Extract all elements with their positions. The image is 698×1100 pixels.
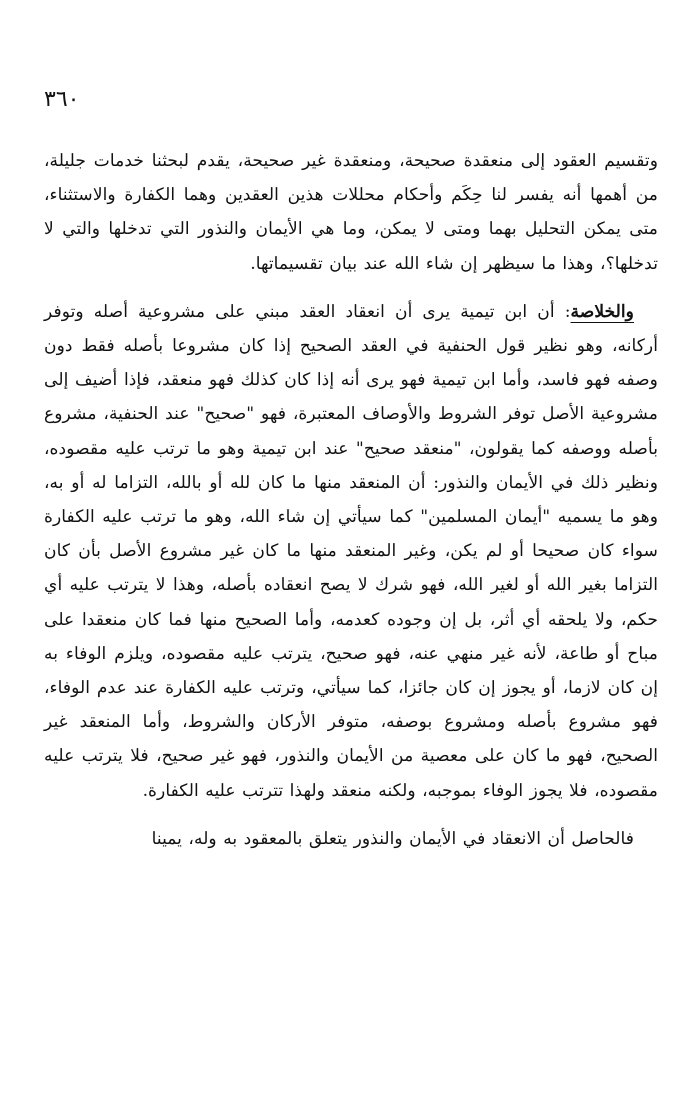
paragraph-conclusion: فالحاصل أن الانعقاد في الأيمان والنذور يتعلق بالمعقود به وله، يمينا bbox=[151, 828, 634, 849]
summary-text: : أن ابن تيمية يرى أن انعقاد العقد مبني على مشروعية أصله وتوفر أركانه، وهو نظير قول الحنفية في العقد الصحيح إذا كان مشروعا بأصله فقط دون وصفه فهو فاسد، وأما ابن تيمية فهو يرى أنه إذا كان كذلك فهو منعقد، فإذا أضيف إلى مشروعية الأصل توفر الشروط والأوصاف المعتبرة، فهو "صحيح" عند الحنفية، مشروع بأصله ووصفه كما يقولون، "منعقد صحيح" عند ابن تيمية وهو ما ترتب عليه مقصوده، ونظير ذلك في الأيمان والنذور: أن المنعقد منها ما كان لله أو بالله، التزاما له أو به، وهو ما يسميه "أيمان المسلمين" كما سيأتي إن شاء الله، وهو ما ترتب عليه الكفارة سواء كان صحيحا أو لم يكن، وغير المنعقد منها ما كان غير مشروع الأصل بأن كان التزاما بغير الله أو لغير الله، فهو شرك لا يصح انعقاده بأصله، وهذا لا يترتب عليه أي حكم، ولا يلحقه أي أثر، بل إن وجوده كعدمه، وأما الصحيح منها فما كان منعقدا على مباح أو طاعة، لأنه غير منهي عنه، فهو صحيح، يترتب عليه مقصوده، ويلزم الوفاء به إن كان لازما، أو يجوز إن كان جائزا، كما سيأتي، وترتب عليه الكفارة عند عدم الوفاء، فهو مشروع بأصله ومشروع بوصفه، متوفر الأركان والشروط، وأما المنعقد غير الصحيح، فهو ما كان على معصية من الأيمان والنذور، فهو غير صحيح، فلا يترتب عليه مقصوده، فلا يجوز الوفاء بموجبه، ولكنه منعقد ولهذا تترتب عليه الكفارة. bbox=[44, 301, 658, 801]
paragraph-summary bbox=[44, 295, 658, 808]
summary-keyword: والخلاصة bbox=[570, 301, 634, 322]
body-text bbox=[44, 144, 658, 870]
paragraph-intro: وتقسيم العقود إلى منعقدة صحيحة، ومنعقدة غير صحيحة، يقدم لبحثنا خدمات جليلة، من أهمها أنه يفسر لنا حِكَم وأحكام محللات هذين العقدين وهما الكفارة والاستثناء، متى يمكن التحليل بهما ومتى لا يمكن، وما هي الأيمان والنذور التي تدخلها والتي لا تدخلها؟، وهذا ما سيظهر إن شاء الله عند بيان تقسيماتها. bbox=[44, 151, 658, 274]
page-number: ٣٦٠ bbox=[44, 87, 80, 112]
